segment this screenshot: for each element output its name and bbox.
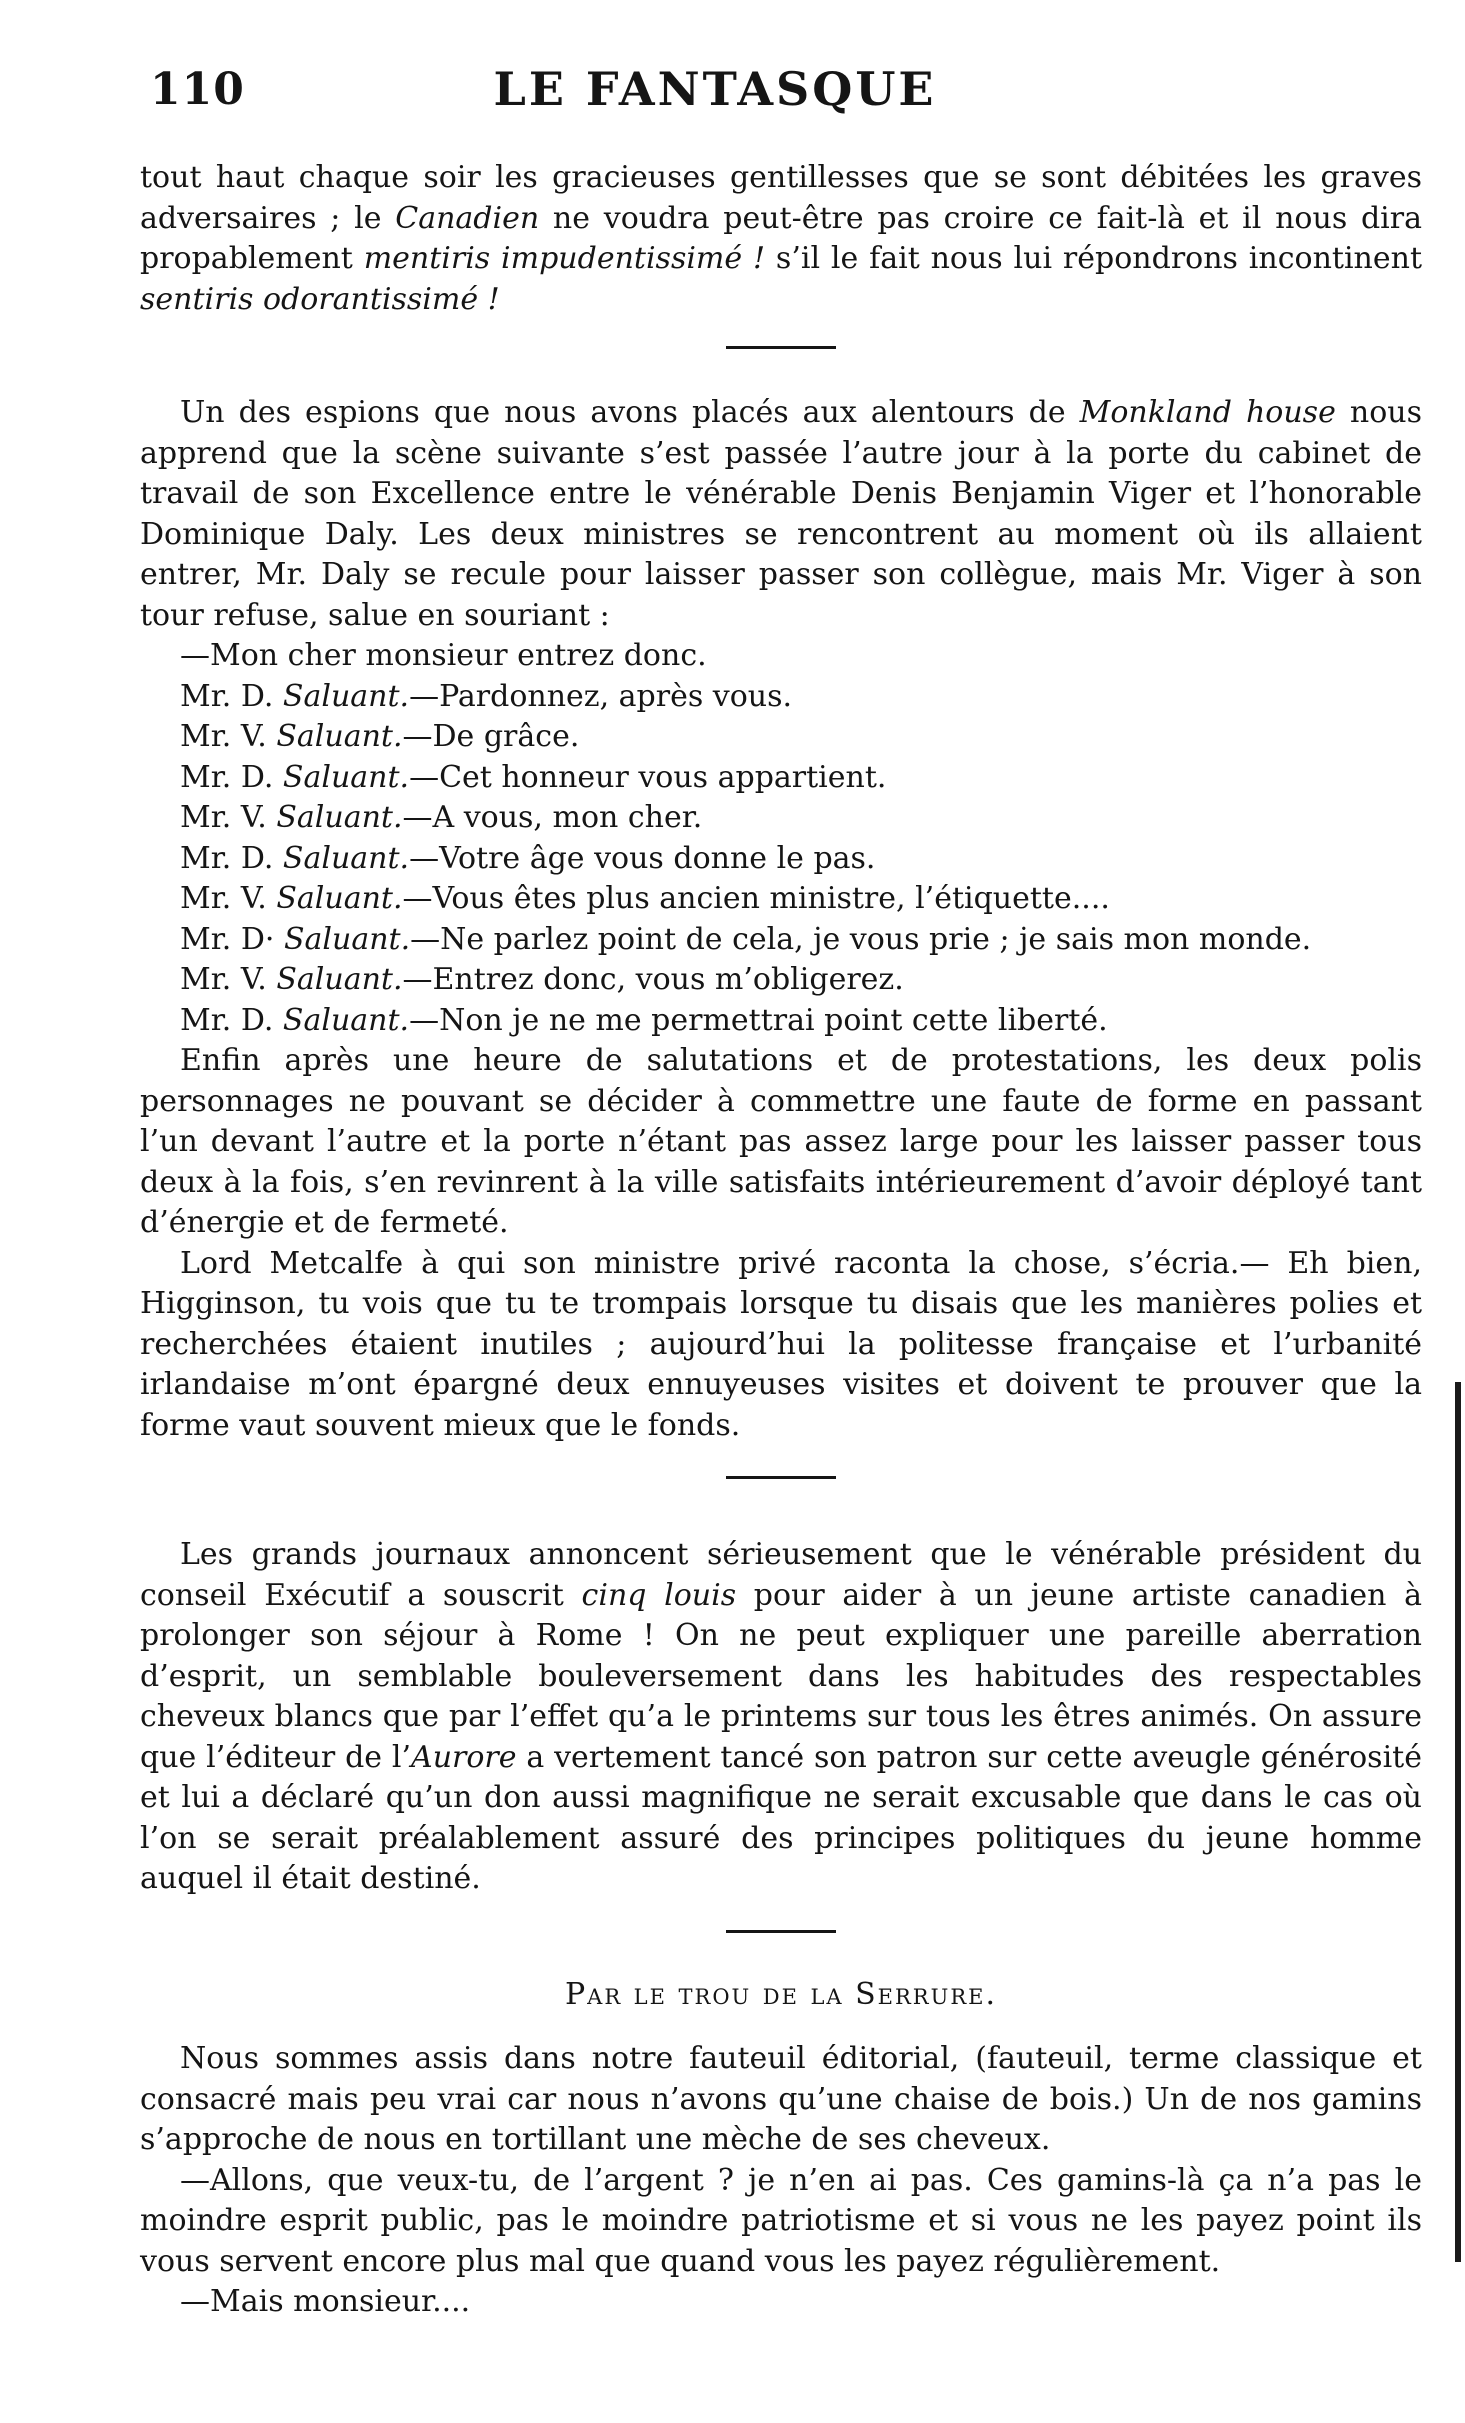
page-number: 110 [150, 64, 245, 115]
dialogue-line [140, 758, 1422, 799]
section-heading: Par le trou de la Serrure. [564, 1976, 997, 2012]
dialogue-line [140, 717, 1422, 758]
dialogue-speaker: Mr. V. [180, 719, 267, 754]
dialogue-speaker: Mr. D· [180, 921, 275, 957]
dialogue-action: Saluant. [282, 759, 410, 795]
dialogue-action: Saluant. [283, 921, 411, 957]
dialogue-list [140, 677, 1422, 1042]
paragraph-fauteuil: Nous sommes assis dans notre fauteuil éditorial, (fauteuil, terme classique et consacré mais peu vrai car nous n’avons qu’une chaise de bois.) Un de nos gamins s’approche de nous en tortillant une mèche de ses cheveux. [140, 2041, 1422, 2157]
article-body [140, 158, 1422, 2323]
dialogue-text: —Ne parlez point de cela, je vous prie ; je sais mon monde. [410, 921, 1312, 957]
dialogue-action: Saluant. [282, 840, 410, 876]
paragraph-journaux: Les grands journaux annoncent sérieusement que le vénérable président du conseil Exécutif a souscrit cinq louis pour aider à un jeune artiste canadien à prolonger son séjour à Rome ! On ne peut expliquer une pareille aberration d’esprit, un semblable bouleversement dans les habitudes des respectables cheveux blancs que par l’effet qu’a le printems sur tous les êtres animés. On assure que l’éditeur de l’Aurore a vertement tancé son patron sur cette aveugle générosité et lui a déclaré qu’un don aussi magnifique ne serait excusable que dans le cas où l’on se serait préalablement assuré des principes politiques du jeune homme auquel il était destiné. [140, 1537, 1422, 1896]
dialogue-line [140, 1001, 1422, 1042]
dialogue-speaker: Mr. D. [180, 678, 274, 714]
scan-edge-shadow [1455, 1382, 1461, 2262]
dialogue-line [140, 798, 1422, 839]
dialogue-text: —Votre âge vous donne le pas. [409, 840, 876, 876]
paragraph-continuation: tout haut chaque soir les gracieuses gentillesses que se sont débitées les graves adversaires ; le Canadien ne voudra peut-être pas croire ce fait-là et il nous dira propablement mentiris impudentissimé ! s’il le fait nous lui répondrons incontinent sentiris odorantissimé ! [140, 160, 1422, 317]
dialogue-line [140, 960, 1422, 1001]
paragraph-allons: —Allons, que veux-tu, de l’argent ? je n’en ai pas. Ces gamins-là ça n’a pas le moindre esprit public, pas le moindre patriotisme et si vous ne les payez point ils vous servent encore plus mal que quand vous les payez régulièrement. [140, 2162, 1422, 2279]
dialogue-action: Saluant. [276, 719, 403, 754]
dialogue-line [140, 839, 1422, 880]
dialogue-line [140, 920, 1422, 961]
dialogue-text: —A vous, mon cher. [402, 800, 703, 835]
dialogue-text: —De grâce. [402, 719, 580, 754]
dialogue-action: Saluant. [276, 962, 403, 997]
paragraph-monkland: Un des espions que nous avons placés aux alentours de Monkland house nous apprend que la scène suivante s’est passée l’autre jour à la porte du cabinet de travail de son Excellence entre le vénérable Denis Benjamin Viger et l’honorable Dominique Daly. Les deux ministres se rencontrent au moment où ils allaient entrer, Mr. Daly se recule pour laisser passer son collègue, mais Mr. Viger à son tour refuse, salue en souriant : [140, 395, 1422, 633]
dialogue-action: Saluant. [282, 678, 410, 714]
dialogue-speaker: Mr. D. [180, 1002, 274, 1038]
dialogue-action: Saluant. [276, 881, 403, 916]
paragraph-metcalfe: Lord Metcalfe à qui son ministre privé raconta la chose, s’écria.— Eh bien, Higginson, tu vois que tu te trompais lorsque tu disais que les manières polies et recherchées étaient inutiles ; aujourd’hui la politesse française et l’urbanité irlandaise m’ont épargné deux ennuyeuses visites et doivent te prouver que la forme vaut souvent mieux que le fonds. [140, 1245, 1422, 1443]
section-divider [726, 346, 836, 349]
running-title: LE FANTASQUE [493, 62, 937, 116]
section-divider [726, 1476, 836, 1479]
dialogue-line [140, 677, 1422, 718]
dialogue-action: Saluant. [276, 800, 403, 835]
dialogue-line [140, 879, 1422, 920]
dialogue-speaker: Mr. V. [180, 881, 267, 916]
dialogue-speaker: Mr. V. [180, 800, 267, 835]
paragraph-enfin: Enfin après une heure de salutations et de protestations, les deux polis personnages ne pouvant se décider à commettre une faute de forme en passant l’un devant l’autre et la porte n’étant pas assez large pour les laisser passer tous deux à la fois, s’en revinrent à la ville satisfaits intérieurement d’avoir déployé tant d’énergie et de fermeté. [140, 1043, 1422, 1240]
dialogue-speaker: Mr. V. [180, 962, 267, 997]
dialogue-text: —Vous êtes plus ancien ministre, l’étiquette.... [402, 881, 1110, 916]
dialogue-text: —Non je ne me permettrai point cette liberté. [409, 1002, 1108, 1038]
dialogue-speaker: Mr. D. [180, 759, 274, 795]
dialogue-text: —Entrez donc, vous m’obligerez. [402, 962, 904, 997]
dialogue-opening: —Mon cher monsieur entrez donc. [180, 638, 707, 673]
dialogue-text: —Cet honneur vous appartient. [409, 759, 887, 795]
section-divider [726, 1930, 836, 1933]
dialogue-text: —Pardonnez, après vous. [409, 678, 793, 714]
dialogue-action: Saluant. [282, 1002, 410, 1038]
paragraph-mais: —Mais monsieur.... [180, 2284, 471, 2319]
dialogue-speaker: Mr. D. [180, 840, 274, 876]
page-header [140, 60, 1290, 130]
